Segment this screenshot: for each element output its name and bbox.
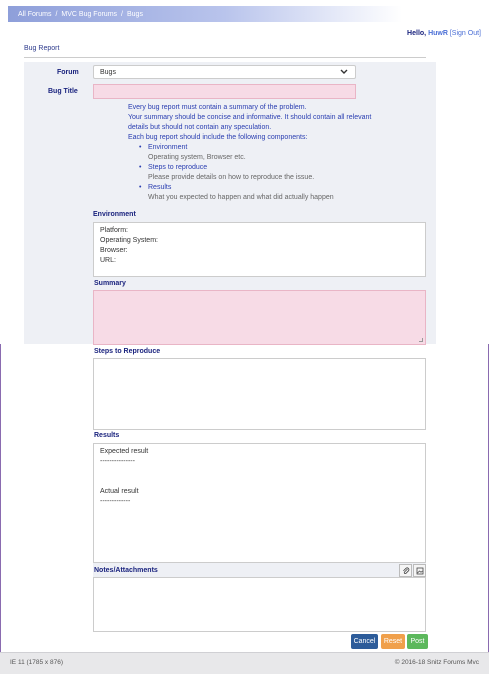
summary-label: Summary [94,280,126,287]
sign-out-link[interactable]: [Sign Out] [449,30,481,37]
help-line: Each bug report should include the following components: [128,134,308,141]
help-item-desc: What you expected to happen and what did actually happen [148,194,334,201]
results-line: --------------- [100,458,135,465]
environment-line: Operating System: [100,237,158,244]
results-line: Expected result [100,448,149,455]
environment-line: URL: [100,257,116,264]
environment-line: Platform: [100,227,129,234]
help-item-steps: • Steps to reproduce [142,163,388,173]
image-icon [416,567,424,575]
steps-label: Steps to Reproduce [94,348,161,355]
breadcrumb-separator: / [55,10,58,18]
attach-button[interactable] [399,564,412,577]
browser-info: IE 11 (1785 x 876) [10,659,63,666]
help-text [128,103,388,203]
help-components-list [142,143,388,203]
page-title: Bug Report [24,45,60,52]
window-border-left [0,344,1,674]
post-button[interactable]: Post [407,634,428,649]
bug-title-input[interactable] [93,84,356,99]
forum-select[interactable] [93,65,356,79]
breadcrumb-all-forums[interactable]: All Forums [18,10,52,18]
footer [0,652,489,674]
resize-handle[interactable] [419,338,423,342]
breadcrumb-mvc-bug-forums[interactable]: MVC Bug Forums [61,10,118,18]
results-textarea[interactable] [93,443,426,563]
steps-textarea[interactable] [93,358,426,430]
help-item-environment: • Environment [142,143,388,153]
cancel-button[interactable]: Cancel [351,634,378,649]
notes-textarea[interactable] [93,577,426,632]
results-line [100,467,419,477]
breadcrumb [8,6,402,22]
username-link[interactable]: HuwR [428,30,448,37]
results-line: ------------- [100,498,131,505]
greeting-text: Hello, [407,30,427,37]
breadcrumb-bugs[interactable]: Bugs [126,10,143,18]
help-line: Your summary should be concise and informative. It should contain all relevant details but should not contain any speculation. [128,114,372,131]
breadcrumb-separator: / [121,10,123,18]
bug-title-label: Bug Title [48,88,78,95]
copyright: © 2016-18 Snitz Forums Mvc [394,659,479,666]
image-button[interactable] [413,564,426,577]
environment-textarea[interactable] [93,222,426,277]
reset-button[interactable]: Reset [381,634,405,649]
help-line: Every bug report must contain a summary of the problem. [128,104,307,111]
paperclip-icon [402,567,410,575]
summary-textarea[interactable] [93,290,426,345]
forum-select-value: Bugs [100,68,116,76]
results-label: Results [94,432,120,439]
chevron-down-icon [339,68,349,76]
user-greeting [407,30,481,37]
title-divider [24,57,426,58]
help-item-desc: Operating system, Browser etc. [148,154,246,161]
help-item-desc: Please provide details on how to reproduce the issue. [148,174,315,181]
results-line [100,477,419,487]
environment-line: Browser: [100,247,128,254]
help-item-results: • Results [142,183,388,193]
notes-toolbar [93,562,426,577]
notes-label: Notes/Attachments [94,567,158,574]
results-line: Actual result [100,488,139,495]
environment-label: Environment [93,211,136,218]
forum-label: Forum [57,69,79,76]
